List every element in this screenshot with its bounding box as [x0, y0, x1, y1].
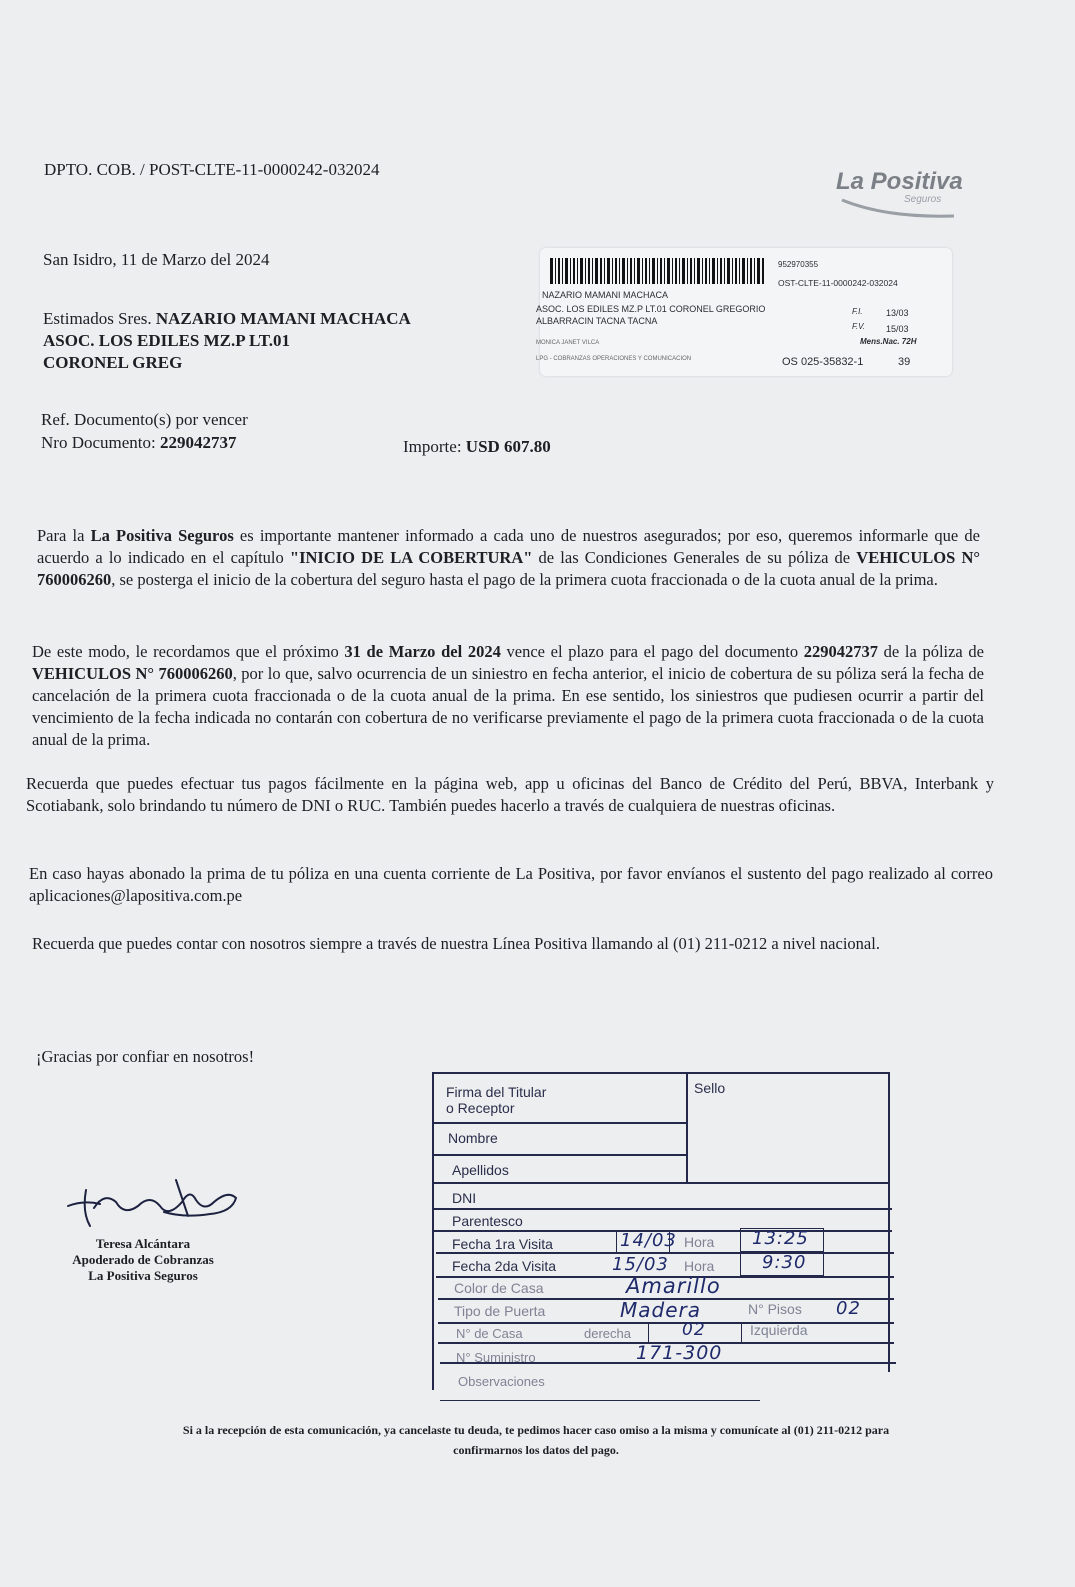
- signer-company: La Positiva Seguros: [88, 1268, 198, 1283]
- label-os-number: 39: [898, 356, 911, 368]
- label-agent: MONICA JANET VILCA: [536, 340, 600, 346]
- document-number-inline: 229042737: [803, 642, 878, 661]
- reference-block: [41, 408, 248, 454]
- form-visit2-value: 15/03: [612, 1254, 669, 1275]
- label-code: 952970355: [778, 260, 819, 269]
- form-dni-label: DNI: [452, 1190, 477, 1206]
- form-visit1-label: Fecha 1ra Visita: [452, 1236, 553, 1252]
- department-reference: DPTO. COB. / POST-CLTE-11-0000242-032024: [44, 160, 380, 179]
- reference-label: Ref. Documento(s) por vencer: [41, 410, 248, 429]
- recipient-name: NAZARIO MAMANI MACHACA: [155, 309, 411, 328]
- logo-name: La Positiva: [836, 168, 963, 195]
- form-door-value: Madera: [620, 1298, 701, 1322]
- logo-subtitle: Seguros: [904, 194, 942, 205]
- form-floors-label: N° Pisos: [748, 1301, 802, 1317]
- footer-line-1: Si a la recepción de esta comunicación, ya cancelaste tu deuda, te pedimos hacer caso omiso a la misma y comunícate al (01) 211-0212 para: [182, 1423, 890, 1437]
- recipient-block: [43, 308, 411, 374]
- label-mens: Mens.Nac. 72H: [860, 337, 917, 346]
- recipient-address-1: ASOC. LOS EDILES MZ.P LT.01: [43, 331, 291, 350]
- policy-number-inline: VEHICULOS N° 760006260: [32, 664, 233, 683]
- signer-name: Teresa Alcántara: [95, 1236, 191, 1251]
- form-right-value: 02: [682, 1320, 706, 1340]
- company-name: La Positiva Seguros: [90, 526, 234, 545]
- form-color-label: Color de Casa: [454, 1280, 544, 1296]
- chapter-title: "INICIO DE LA COBERTURA": [289, 548, 533, 567]
- form-door-label: Tipo de Puerta: [454, 1303, 546, 1319]
- company-logo: [836, 168, 966, 228]
- label-fv-value: 15/03: [886, 324, 909, 334]
- form-hour2-value: 9:30: [762, 1252, 807, 1273]
- visit-form: [432, 1072, 902, 1404]
- greeting-prefix: Estimados Sres.: [43, 309, 152, 328]
- label-address-1: ASOC. LOS EDILES MZ.P LT.01 CORONEL GREGORIO: [536, 304, 766, 314]
- amount-label: Importe:: [403, 437, 462, 456]
- footer-line-2: confirmarnos los datos del pago.: [453, 1443, 619, 1457]
- form-hour2-label: Hora: [684, 1258, 715, 1274]
- signer-role: Apoderado de Cobranzas: [72, 1252, 214, 1267]
- form-hour1-label: Hora: [684, 1234, 715, 1250]
- form-right-label: derecha: [584, 1326, 631, 1341]
- paragraph-5: Recuerda que puedes contar con nosotros siempre a través de nuestra Línea Positiva llamando al (01) 211-0212 a nivel nacional.: [32, 934, 880, 953]
- barcode-icon: [550, 258, 766, 284]
- footer-note: [36, 1420, 1036, 1460]
- form-hour1-value: 13:25: [752, 1228, 809, 1249]
- form-stamp-label: Sello: [694, 1080, 726, 1096]
- form-house-number-label: N° de Casa: [456, 1326, 523, 1341]
- label-address-2: ALBARRACIN TACNA TACNA: [536, 316, 658, 326]
- logo-swoosh-icon: [836, 196, 966, 220]
- form-name-label: Nombre: [448, 1130, 498, 1146]
- address-label: [536, 248, 952, 376]
- form-relationship-label: Parentesco: [452, 1213, 523, 1229]
- policy-number: VEHICULOS N° 760006260: [37, 548, 980, 589]
- document-label: Nro Documento:: [41, 433, 156, 452]
- form-floors-value: 02: [836, 1298, 861, 1319]
- place-date: San Isidro, 11 de Marzo del 2024: [43, 250, 270, 269]
- form-observations-label: Observaciones: [458, 1374, 545, 1389]
- label-os: OS 025-35832-1: [782, 356, 864, 368]
- form-signature-label: Firma del Titular o Receptor: [446, 1084, 547, 1116]
- form-visit2-label: Fecha 2da Visita: [452, 1258, 557, 1274]
- paragraph-4: En caso hayas abonado la prima de tu póliza en una cuenta corriente de La Positiva, por favor envíanos el sustento del pago realizado al correo aplicaciones@lapositiva.com.pe: [29, 864, 993, 905]
- form-color-value: Amarillo: [626, 1274, 721, 1298]
- form-left-label: Izquierda: [750, 1322, 808, 1338]
- form-supply-value: 171-300: [636, 1342, 723, 1364]
- label-department: LPG - COBRANZAS OPERACIONES Y COMUNICACION: [536, 356, 692, 362]
- signature-scribble-icon: [64, 1172, 244, 1234]
- form-supply-label: N° Suministro: [456, 1350, 536, 1365]
- label-fi: F.I.: [852, 307, 863, 316]
- paragraph-3: Recuerda que puedes efectuar tus pagos fácilmente en la página web, app u oficinas del Banco de Crédito del Perú, BBVA, Interbank y Scotiabank, solo brindando tu número de DNI o RUC. También puedes hacerlo a través de cualquiera de nuestras oficinas.: [26, 774, 994, 815]
- label-name: NAZARIO MAMANI MACHACA: [542, 290, 669, 300]
- form-surname-label: Apellidos: [452, 1162, 509, 1178]
- paragraph-2: De este modo, le recordamos que el próximo 31 de Marzo del 2024 vence el plazo para el pago del documento 229042737 de la póliza de VEHICULOS N° 760006260, por lo que, salvo ocurrencia de un siniestro en fecha anterior, el inicio de cobertura de su póliza será la fecha de cancelación de la primera cuota fraccionada o de la cuota anual de la prima. En ese sentido, los siniestros que pudiesen ocurrir a partir del vencimiento de la fecha indicada no contarán con cobertura de no verificarse previamente el pago de la primera cuota fraccionada o de la cuota anual de la prima.: [32, 642, 984, 749]
- form-visit1-value: 14/03: [620, 1230, 677, 1251]
- thanks-text: ¡Gracias por confiar en nosotros!: [36, 1047, 255, 1066]
- recipient-address-2: CORONEL GREG: [43, 353, 183, 372]
- signature-block: [40, 1236, 246, 1284]
- document-number: 229042737: [159, 433, 237, 452]
- paragraph-1: Para la La Positiva Seguros es importante mantener informado a cada uno de nuestros asegurados; por eso, queremos informarle que de acuerdo a lo indicado en el capítulo "INICIO DE LA COBERTURA" de las Condiciones Generales de su póliza de VEHICULOS N° 760006260, se posterga el inicio de la cobertura del seguro hasta el pago de la primera cuota fraccionada o de la cuota anual de la prima.: [37, 526, 980, 589]
- label-reference: OST-CLTE-11-0000242-032024: [778, 278, 898, 288]
- amount-value: USD 607.80: [465, 437, 551, 456]
- label-fv: F.V.: [852, 322, 866, 331]
- due-date: 31 de Marzo del 2024: [344, 642, 501, 661]
- amount-block: [403, 437, 551, 457]
- label-fi-value: 13/03: [886, 308, 909, 318]
